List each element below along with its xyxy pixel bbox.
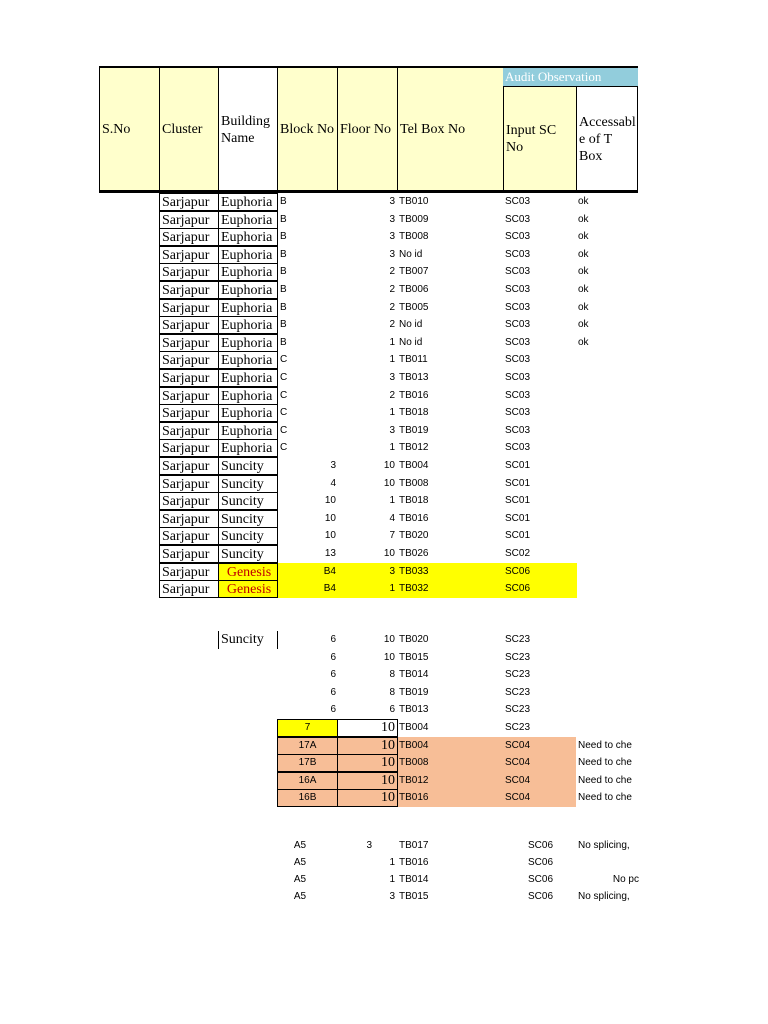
block-cell: 16A [298,774,317,786]
building-cell: Euphoria [218,422,278,440]
tel-box-cell: TB012 [399,774,429,786]
building-cell: Euphoria [218,316,278,334]
cluster-cell: Sarjapur [159,299,219,317]
building-cell: Euphoria [218,439,278,457]
input-sc-cell: SC23 [505,704,531,716]
input-sc-cell: SC04 [505,739,531,751]
header-cluster-label: Cluster [162,122,203,137]
cluster-cell: Sarjapur [159,545,219,563]
floor-cell: 1 [389,874,395,885]
cluster-cell: Sarjapur [159,334,219,352]
observation-cell: Need to che [578,792,632,804]
cluster-cell: Sarjapur [159,510,219,528]
input-sc-cell: SC03 [505,266,531,278]
block-cell: B [280,213,287,225]
block-cell: 3 [330,460,336,471]
observation-cell: Need to che [578,774,632,786]
input-sc-cell: SC06 [505,583,531,595]
floor-cell: 8 [389,669,395,681]
cluster-cell: Sarjapur [159,228,219,246]
input-sc-cell: SC23 [505,634,531,645]
building-cell: Euphoria [218,246,278,264]
cluster-cell: Sarjapur [159,211,219,229]
observation-cell: No splicing, [578,891,630,902]
input-sc-cell: SC02 [505,548,531,559]
floor-cell: 10 [381,737,395,753]
observation-cell: ok [578,266,589,278]
block-cell: C [280,354,288,366]
input-sc-cell: SC04 [505,774,531,786]
header-accessable [576,86,638,192]
header-tel-box-no [397,67,504,192]
tel-box-cell: TB012 [399,442,429,454]
cluster-cell: Sarjapur [159,563,219,581]
block-cell: 17B [298,757,317,769]
input-sc-cell: SC03 [505,284,531,295]
header-floor-no [337,67,398,192]
tel-box-cell: TB016 [399,512,429,524]
header-accessable-label: Accessabl e of T Box [579,114,636,164]
input-sc-cell: SC03 [505,319,531,331]
block-cell: 13 [324,548,336,559]
block-cell: B [280,196,287,207]
block-cell: B [280,301,287,313]
floor-cell: 6 [389,704,395,716]
input-sc-cell: SC03 [505,372,531,383]
tel-box-cell: TB019 [399,424,429,436]
input-sc-cell: SC23 [505,722,531,733]
block-cell: A5 [293,857,307,868]
cluster-cell: Sarjapur [159,246,219,264]
input-sc-cell: SC06 [505,565,531,577]
block-cell: C [280,389,288,401]
tel-box-cell: TB009 [399,213,429,225]
input-sc-cell: SC01 [505,530,531,542]
block-cell: 6 [330,686,336,698]
floor-cell: 2 [389,301,395,313]
building-cell: Genesis [218,580,278,598]
header-block-no-label: Block No [280,122,335,137]
building-cell: Euphoria [218,228,278,246]
input-sc-cell: SC03 [505,248,531,260]
floor-cell: 1 [389,354,395,366]
header-audit-observation-label: Audit Observation [505,69,602,84]
input-sc-cell: SC06 [527,891,553,902]
cluster-cell: Sarjapur [159,387,219,405]
tel-box-cell: TB007 [399,266,429,278]
tel-box-cell: TB013 [399,372,429,383]
tel-box-cell: TB018 [399,407,429,419]
floor-cell: 1 [389,336,395,348]
input-sc-cell: SC03 [505,336,531,348]
input-sc-cell: SC04 [505,792,531,804]
input-sc-cell: SC01 [505,460,531,471]
tel-box-cell: TB016 [399,857,429,868]
observation-cell: ok [578,336,589,348]
building-cell: Euphoria [218,334,278,352]
header-sno [99,67,160,192]
header-floor-no-label: Floor No [340,122,391,137]
tel-box-cell: TB020 [399,530,429,542]
floor-cell: 10 [383,477,395,489]
observation-cell: ok [578,196,589,207]
block-cell: A5 [293,891,307,902]
tel-box-cell: No id [399,319,423,331]
observation-cell: No splicing, [578,840,630,851]
tel-box-cell: TB032 [399,583,429,595]
cluster-cell: Sarjapur [159,404,219,422]
header-building-name [218,67,278,192]
building-cell: Genesis [218,563,278,581]
floor-cell: 3 [389,231,395,243]
floor-cell: 2 [389,266,395,278]
building-cell: Suncity [218,545,278,563]
cluster-cell: Sarjapur [159,263,219,281]
observation-cell: ok [578,319,589,331]
tel-box-cell: No id [399,248,423,260]
floor-cell: 2 [389,319,395,331]
floor-cell: 3 [389,891,395,902]
tel-box-cell: TB016 [399,389,429,401]
header-sno-label: S.No [102,122,131,137]
tel-box-cell: TB015 [399,891,429,902]
header-block-no [277,67,338,192]
block-cell: 10 [324,512,336,524]
block-cell: B [280,266,287,278]
tel-box-cell: TB008 [399,757,429,769]
floor-cell: 7 [389,530,395,542]
building-cell: Euphoria [218,387,278,405]
input-sc-cell: SC03 [505,354,531,366]
input-sc-cell: SC01 [505,495,531,507]
building-cell: Suncity [218,457,278,475]
input-sc-cell: SC03 [505,442,531,454]
cluster-cell: Sarjapur [159,193,219,211]
input-sc-cell: SC23 [505,686,531,698]
cluster-cell: Sarjapur [159,316,219,334]
floor-cell: 8 [389,686,395,698]
floor-cell: 1 [389,857,395,868]
block-cell: 10 [324,530,336,542]
cluster-cell: Sarjapur [159,492,219,510]
input-sc-cell: SC03 [505,424,531,436]
observation-cell: Need to che [578,757,632,769]
header-input-sc-no [503,86,577,192]
block-cell: 10 [324,495,336,507]
tel-box-cell: TB010 [399,196,429,207]
floor-cell: 10 [383,634,395,645]
input-sc-cell: SC01 [505,477,531,489]
observation-cell: ok [578,301,589,313]
input-sc-cell: SC06 [527,840,553,851]
floor-cell: 4 [389,512,395,524]
input-sc-cell: SC03 [505,407,531,419]
tel-box-cell: TB008 [399,477,429,489]
building-cell: Euphoria [218,281,278,299]
input-sc-cell: SC01 [505,512,531,524]
block-cell: C [280,407,288,419]
floor-cell: 3 [389,248,395,260]
tel-box-cell: TB014 [399,874,429,885]
block-cell: 6 [330,651,336,663]
header-tel-box-no-label: Tel Box No [400,122,466,137]
cluster-cell: Sarjapur [159,475,219,493]
input-sc-cell: SC04 [505,757,531,769]
observation-cell: Need to che [578,739,632,751]
tel-box-cell: TB004 [399,722,429,733]
floor-cell: 2 [389,389,395,401]
building-cell: Euphoria [218,211,278,229]
floor-cell: 10 [383,651,395,663]
floor-cell: 10 [383,460,395,471]
tel-box-cell: TB005 [399,301,429,313]
block-cell: B4 [323,583,336,595]
floor-cell: 1 [389,442,395,454]
block-cell: B [280,319,287,331]
observation-cell: ok [578,231,589,243]
block-cell: 6 [330,669,336,681]
observation-cell: ok [578,213,589,225]
building-cell: Suncity [218,631,278,649]
cluster-cell: Sarjapur [159,422,219,440]
floor-cell: 10 [381,772,395,788]
tel-box-cell: TB020 [399,634,429,645]
input-sc-cell: SC03 [505,213,531,225]
floor-cell: 10 [381,790,395,806]
tel-box-cell: TB006 [399,284,429,295]
floor-cell: 1 [389,583,395,595]
floor-cell: 1 [389,495,395,507]
block-cell: A5 [293,840,307,851]
floor-cell: 10 [383,548,395,559]
header-building-name-label: Building Name [221,113,271,146]
floor-cell: 10 [381,755,395,771]
floor-cell: 3 [389,213,395,225]
tel-box-cell: TB019 [399,686,429,698]
header-input-sc-no-label: Input SC No [506,123,557,155]
floor-cell: 1 [389,407,395,419]
input-sc-cell: SC03 [505,301,531,313]
input-sc-cell: SC03 [505,196,531,207]
block-cell: B [280,231,287,243]
building-cell: Suncity [218,475,278,493]
block-cell: A5 [293,874,307,885]
cluster-cell: Sarjapur [159,527,219,545]
block-cell: B [280,248,287,260]
observation-cell: No pc [612,874,639,885]
tel-box-cell: TB013 [399,704,429,716]
block-cell: C [280,424,288,436]
tel-box-cell: TB004 [399,460,429,471]
tel-box-cell: TB033 [399,565,429,577]
cluster-cell: Sarjapur [159,281,219,299]
floor-cell: 3 [389,424,395,436]
block-cell: B [280,284,287,295]
tel-box-cell: TB014 [399,669,429,681]
building-cell: Euphoria [218,263,278,281]
block-cell: 6 [330,634,336,645]
block-cell: B [280,336,287,348]
block-cell: 6 [330,704,336,716]
tel-box-cell: TB004 [399,739,429,751]
observation-cell: ok [578,248,589,260]
block-cell: B4 [323,565,336,577]
cluster-cell: Sarjapur [159,351,219,369]
input-sc-cell: SC06 [527,857,553,868]
floor-cell: 3 [389,196,395,207]
cluster-cell: Sarjapur [159,369,219,387]
floor-cell: 3 [389,565,395,577]
input-sc-cell: SC03 [505,231,531,243]
floor-cell: 10 [381,720,395,735]
building-cell: Euphoria [218,404,278,422]
tel-box-cell: TB016 [399,792,429,804]
tel-box-cell: TB015 [399,651,429,663]
tel-box-cell: TB008 [399,231,429,243]
block-cell: 16B [298,792,317,804]
tel-box-cell: No id [399,336,423,348]
input-sc-cell: SC23 [505,651,531,663]
cluster-cell: Sarjapur [159,580,219,598]
building-cell: Euphoria [218,193,278,211]
tel-box-cell: TB017 [399,840,429,851]
header-audit-observation [503,68,638,86]
floor-cell: 3 [389,372,395,383]
tel-box-cell: TB011 [399,354,428,366]
block-cell: C [280,372,288,383]
input-sc-cell: SC23 [505,669,531,681]
tel-box-cell: TB026 [399,548,429,559]
block-cell: 17A [298,739,317,751]
header-cluster [159,67,219,192]
floor-cell: 3 [366,840,372,851]
cluster-cell: Sarjapur [159,457,219,475]
building-cell: Euphoria [218,369,278,387]
building-cell: Suncity [218,527,278,545]
input-sc-cell: SC03 [505,389,531,401]
cluster-cell: Sarjapur [159,439,219,457]
building-cell: Euphoria [218,351,278,369]
observation-cell: ok [578,284,589,295]
block-cell: C [280,442,288,454]
building-cell: Suncity [218,510,278,528]
input-sc-cell: SC06 [527,874,553,885]
floor-cell: 2 [389,284,395,295]
block-cell: 4 [330,477,336,489]
building-cell: Suncity [218,492,278,510]
block-cell: 7 [304,722,311,733]
tel-box-cell: TB018 [399,495,429,507]
building-cell: Euphoria [218,299,278,317]
